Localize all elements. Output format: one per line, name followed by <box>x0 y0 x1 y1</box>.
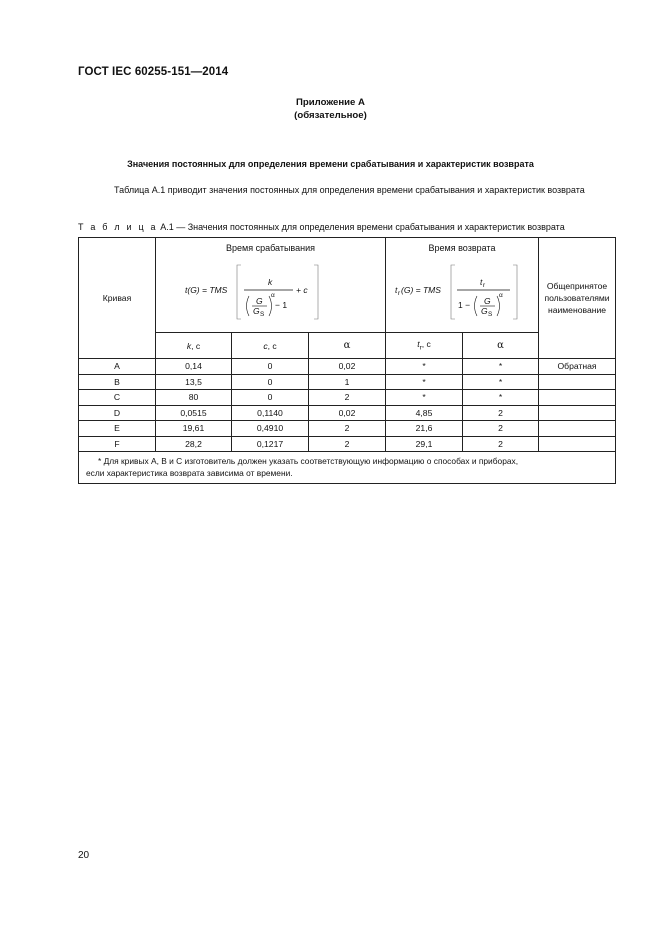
cell-alpha: 2 <box>309 390 386 406</box>
table-row <box>79 359 616 375</box>
cell-curve: E <box>79 421 156 437</box>
footnote-line-2: если характеристика возврата зависима от времени. <box>86 467 293 478</box>
footnote-line-1: * Для кривых А, В и С изготовитель должен указать соответствующую информацию о способах и приборах, <box>98 456 519 466</box>
cell-alpha: 1 <box>309 374 386 390</box>
caption-prefix: Т а б л и ц а <box>78 222 158 232</box>
cell-tr: * <box>386 374 463 390</box>
annex-header <box>0 96 661 122</box>
operate-minus-one: − 1 <box>274 300 287 310</box>
cell-alpha2: 2 <box>463 436 539 452</box>
subheader-k <box>156 333 232 359</box>
operate-exponent: α <box>270 292 275 299</box>
reset-frac-den: G <box>481 306 488 316</box>
header-operate-time <box>156 238 386 333</box>
operate-frac-den-sub: S <box>259 311 264 318</box>
cell-alpha2: * <box>463 390 539 406</box>
subheader-alpha-symbol: α <box>343 340 351 351</box>
operate-formula-lhs: t(G) = TMS <box>184 285 227 295</box>
cell-tr: 4,85 <box>386 405 463 421</box>
subheader-tr <box>386 333 463 359</box>
cell-c: 0 <box>232 359 309 375</box>
operate-plus-c: + c <box>295 285 308 295</box>
page-number: 20 <box>78 850 90 861</box>
subheader-alpha2 <box>463 333 539 359</box>
reset-frac-num: G <box>484 296 491 306</box>
section-heading: Значения постоянных для определения времени срабатывания и характеристик возврата <box>127 159 534 169</box>
cell-curve: D <box>79 405 156 421</box>
reset-time-formula <box>387 255 537 321</box>
cell-c: 0,1217 <box>232 436 309 452</box>
operate-frac-num: G <box>255 296 263 306</box>
cell-common-name <box>539 374 616 390</box>
cell-curve: C <box>79 390 156 406</box>
cell-alpha2: * <box>463 359 539 375</box>
reset-time-title: Время возврата <box>428 243 496 253</box>
subheader-c-unit: , с <box>267 340 277 351</box>
reset-one-minus: 1 − <box>458 300 471 310</box>
header-common-name: Общепринятое пользователями наименование <box>539 238 616 359</box>
cell-c: 0,4910 <box>232 421 309 437</box>
table-row <box>79 390 616 406</box>
cell-curve: B <box>79 374 156 390</box>
cell-c: 0,1140 <box>232 405 309 421</box>
subheader-tr-unit: , с <box>421 339 431 350</box>
subheader-tr-symbol: t <box>417 339 420 350</box>
constants-table <box>78 237 616 484</box>
cell-alpha2: 2 <box>463 405 539 421</box>
reset-formula-lhs-t: t <box>395 285 398 295</box>
intro-paragraph: Таблица А.1 приводит значения постоянных для определения времени срабатывания и характеристик возврата <box>114 185 585 195</box>
cell-k: 80 <box>156 390 232 406</box>
header-curve: Кривая <box>79 238 156 359</box>
cell-k: 0,0515 <box>156 405 232 421</box>
table-footnote <box>79 452 616 484</box>
cell-tr: 21,6 <box>386 421 463 437</box>
cell-tr: * <box>386 390 463 406</box>
cell-k: 0,14 <box>156 359 232 375</box>
cell-common-name <box>539 421 616 437</box>
subheader-k-symbol: k <box>186 340 192 351</box>
cell-common-name <box>539 436 616 452</box>
cell-k: 13,5 <box>156 374 232 390</box>
cell-alpha2: 2 <box>463 421 539 437</box>
cell-alpha: 2 <box>309 421 386 437</box>
cell-common-name <box>539 390 616 406</box>
subheader-alpha2-symbol: α <box>497 340 504 351</box>
table-row <box>79 436 616 452</box>
subheader-tr-subscript: r <box>419 344 422 352</box>
operate-frac-den: G <box>252 306 260 316</box>
operate-time-title: Время срабатывания <box>226 243 315 253</box>
annex-status: (обязательное) <box>294 110 367 121</box>
cell-tr: * <box>386 359 463 375</box>
reset-formula-lhs-rest: (G) = TMS <box>401 285 441 295</box>
table-row <box>79 421 616 437</box>
cell-alpha: 0,02 <box>309 359 386 375</box>
cell-k: 28,2 <box>156 436 232 452</box>
cell-tr: 29,1 <box>386 436 463 452</box>
annex-title: Приложение А <box>296 97 365 108</box>
subheader-c-symbol: c <box>263 340 268 351</box>
subheader-k-unit: , с <box>191 340 201 351</box>
cell-c: 0 <box>232 390 309 406</box>
caption-text: А.1 — Значения постоянных для определения времени срабатывания и характеристик возврата <box>157 222 565 232</box>
reset-formula-numerator: t <box>480 277 483 287</box>
cell-alpha: 0,02 <box>309 405 386 421</box>
reset-formula-numerator-sub: r <box>483 282 486 289</box>
operate-formula-numerator: k <box>267 277 272 287</box>
subheader-c <box>232 333 309 359</box>
reset-frac-den-sub: S <box>488 311 493 318</box>
reset-formula-lhs-sub: r <box>398 290 401 297</box>
cell-curve: F <box>79 436 156 452</box>
table-row <box>79 374 616 390</box>
cell-curve: A <box>79 359 156 375</box>
cell-common-name: Обратная <box>539 359 616 375</box>
cell-c: 0 <box>232 374 309 390</box>
operate-time-formula <box>181 255 361 321</box>
reset-exponent: α <box>499 292 503 299</box>
table-caption <box>78 222 565 232</box>
cell-alpha: 2 <box>309 436 386 452</box>
cell-k: 19,61 <box>156 421 232 437</box>
subheader-alpha <box>309 333 386 359</box>
document-id: ГОСТ IEC 60255-151—2014 <box>78 66 229 78</box>
cell-alpha2: * <box>463 374 539 390</box>
table-row <box>79 405 616 421</box>
cell-common-name <box>539 405 616 421</box>
header-reset-time <box>386 238 539 333</box>
